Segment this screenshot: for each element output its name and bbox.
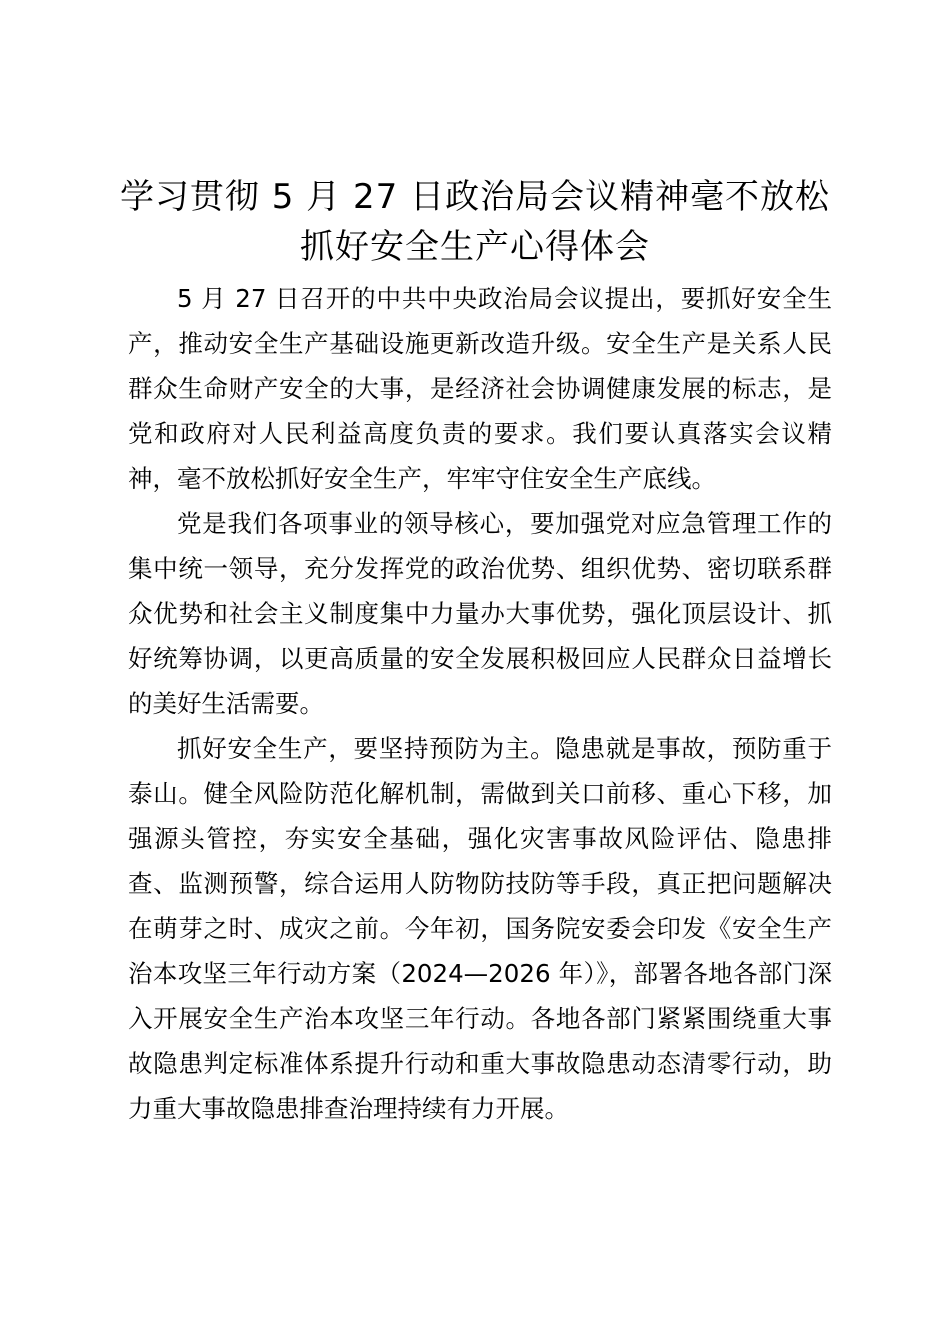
title-line-1: 学习贯彻 5 月 27 日政治局会议精神毫不放松 — [119, 177, 831, 217]
paragraph-3: 抓好安全生产，要坚持预防为主。隐患就是事故，预防重于泰山。健全风险防范化解机制，需做到关口前移、重心下移，加强源头管控，夯实安全基础，强化灾害事故风险评估、隐患排查、监测预警，综合运用人防物防技防等手段，真正把问题解决在萌芽之时、成灾之前。今年初，国务院安委会印发《安全生产治本攻坚三年行动方案（2024—2026 年）》，部署各地各部门深入开展安全生产治本攻坚三年行动。各地各部门紧紧围绕重大事故隐患判定标准体系提升行动和重大事故隐患动态清零行动，助力重大事故隐患排查治理持续有力开展。 — [128, 734, 832, 1123]
title-line-2: 抓好安全生产心得体会 — [300, 227, 650, 267]
document-body — [128, 276, 832, 1131]
paragraph-2: 党是我们各项事业的领导核心，要加强党对应急管理工作的集中统一领导，充分发挥党的政治优势、组织优势、密切联系群众优势和社会主义制度集中力量办大事优势，强化顶层设计、抓好统筹协调，以更高质量的安全发展积极回应人民群众日益增长的美好生活需要。 — [128, 509, 832, 718]
paragraph-1: 5 月 27 日召开的中共中央政治局会议提出，要抓好安全生产，推动安全生产基础设施更新改造升级。安全生产是关系人民群众生命财产安全的大事，是经济社会协调健康发展的标志，是党和政府对人民利益高度负责的要求。我们要认真落实会议精神，毫不放松抓好安全生产，牢牢守住安全生产底线。 — [128, 284, 832, 493]
document-title — [110, 172, 840, 272]
